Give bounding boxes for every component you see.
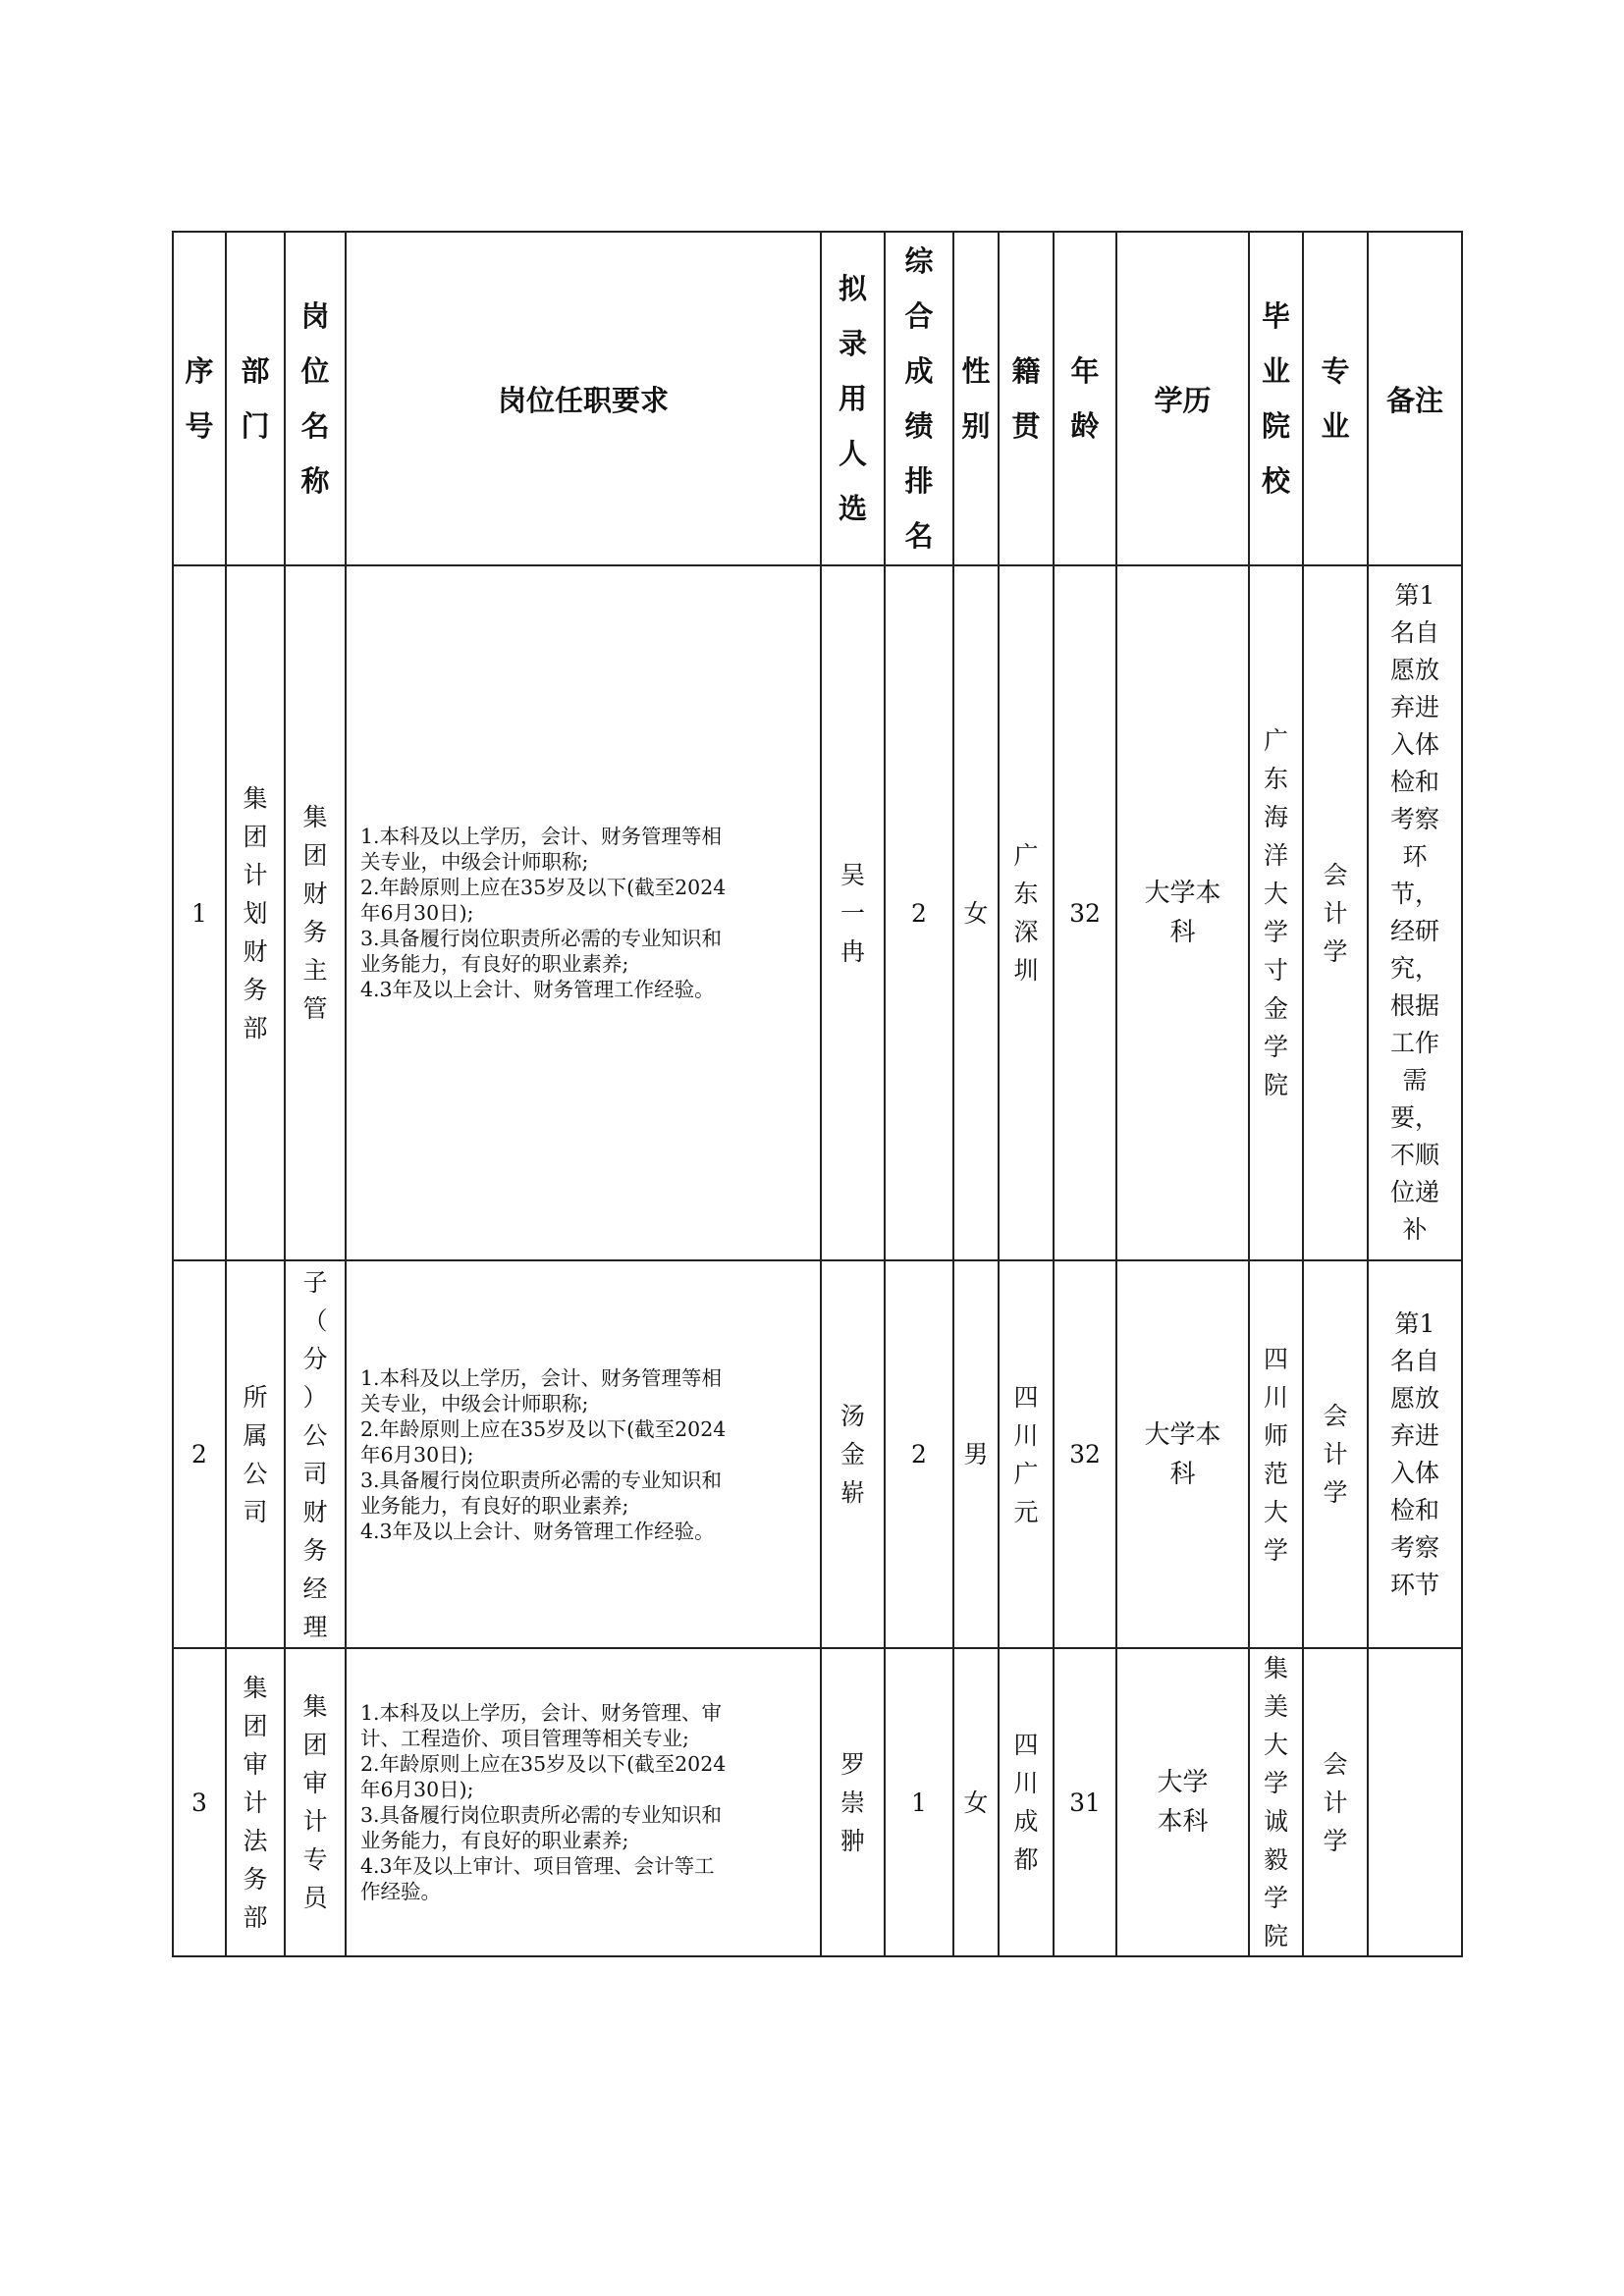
table-row [173,1648,1462,1956]
cell-gender: 女 [953,1648,999,1956]
cell-school: 集 美 大 学 诚 毅 学 院 [1249,1648,1303,1956]
cell-education: 大学本 科 [1116,565,1249,1260]
cell-note: 第1 名自 愿放 弃进 入体 检和 考察 环节 [1368,1260,1462,1648]
cell-education: 大学 本科 [1116,1648,1249,1956]
cell-dept: 集 团 计 划 财 务 部 [226,565,285,1260]
cell-note: 第1 名自 愿放 弃进 入体 检和 考察 环 节， 经研 究， 根据 工作 需 要， 不顺 位递 补 [1368,565,1462,1260]
cell-post: 集 团 财 务 主 管 [285,565,346,1260]
header-row [173,232,1462,565]
cell-major: 会 计 学 [1303,1260,1368,1648]
cell-age: 31 [1054,1648,1116,1956]
header-note: 备注 [1368,232,1462,565]
table-row [173,565,1462,1260]
cell-age: 32 [1054,565,1116,1260]
cell-major: 会 计 学 [1303,565,1368,1260]
header-gender: 性 别 [953,232,999,565]
cell-rank: 1 [885,1648,953,1956]
header-seq: 序 号 [173,232,226,565]
cell-candidate: 吴 一 冉 [821,565,885,1260]
cell-seq: 1 [173,565,226,1260]
cell-origin: 四 川 广 元 [999,1260,1054,1648]
cell-major: 会 计 学 [1303,1648,1368,1956]
header-school: 毕 业 院 校 [1249,232,1303,565]
cell-requirements: 1.本科及以上学历，会计、财务管理等相 关专业，中级会计师职称; 2.年龄原则上应在35岁及以下(截至2024 年6月30日); 3.具备履行岗位职责所必需的专业知识和 业务能力，有良好的职业素养; 4.3年及以上会计、财务管理工作经验。 [346,1260,821,1648]
cell-rank: 2 [885,565,953,1260]
cell-post: 子 （ 分 ） 公 司 财 务 经 理 [285,1260,346,1648]
cell-seq: 3 [173,1648,226,1956]
cell-note [1368,1648,1462,1956]
header-post: 岗 位 名 称 [285,232,346,565]
cell-post: 集 团 审 计 专 员 [285,1648,346,1956]
cell-dept: 集 团 审 计 法 务 部 [226,1648,285,1956]
cell-education: 大学本 科 [1116,1260,1249,1648]
cell-origin: 广 东 深 圳 [999,565,1054,1260]
table-row [173,1260,1462,1648]
candidate-table [172,231,1463,1957]
cell-origin: 四 川 成 都 [999,1648,1054,1956]
header-major: 专 业 [1303,232,1368,565]
header-age: 年 龄 [1054,232,1116,565]
header-rank: 综 合 成 绩 排 名 [885,232,953,565]
cell-requirements: 1.本科及以上学历，会计、财务管理等相 关专业，中级会计师职称; 2.年龄原则上应在35岁及以下(截至2024 年6月30日); 3.具备履行岗位职责所必需的专业知识和 业务能力，有良好的职业素养; 4.3年及以上会计、财务管理工作经验。 [346,565,821,1260]
cell-gender: 男 [953,1260,999,1648]
cell-gender: 女 [953,565,999,1260]
cell-age: 32 [1054,1260,1116,1648]
cell-candidate: 汤 金 崭 [821,1260,885,1648]
cell-rank: 2 [885,1260,953,1648]
cell-dept: 所 属 公 司 [226,1260,285,1648]
header-dept: 部 门 [226,232,285,565]
cell-seq: 2 [173,1260,226,1648]
cell-requirements: 1.本科及以上学历，会计、财务管理、审 计、工程造价、项目管理等相关专业; 2.年龄原则上应在35岁及以下(截至2024 年6月30日); 3.具备履行岗位职责所必需的专业知识和 业务能力，有良好的职业素养; 4.3年及以上审计、项目管理、会计等工 作经验。 [346,1648,821,1956]
header-req: 岗位任职要求 [346,232,821,565]
header-edu: 学历 [1116,232,1249,565]
cell-school: 广 东 海 洋 大 学 寸 金 学 院 [1249,565,1303,1260]
header-origin: 籍 贯 [999,232,1054,565]
cell-candidate: 罗 崇 翀 [821,1648,885,1956]
cell-school: 四 川 师 范 大 学 [1249,1260,1303,1648]
header-candidate: 拟 录 用 人 选 [821,232,885,565]
